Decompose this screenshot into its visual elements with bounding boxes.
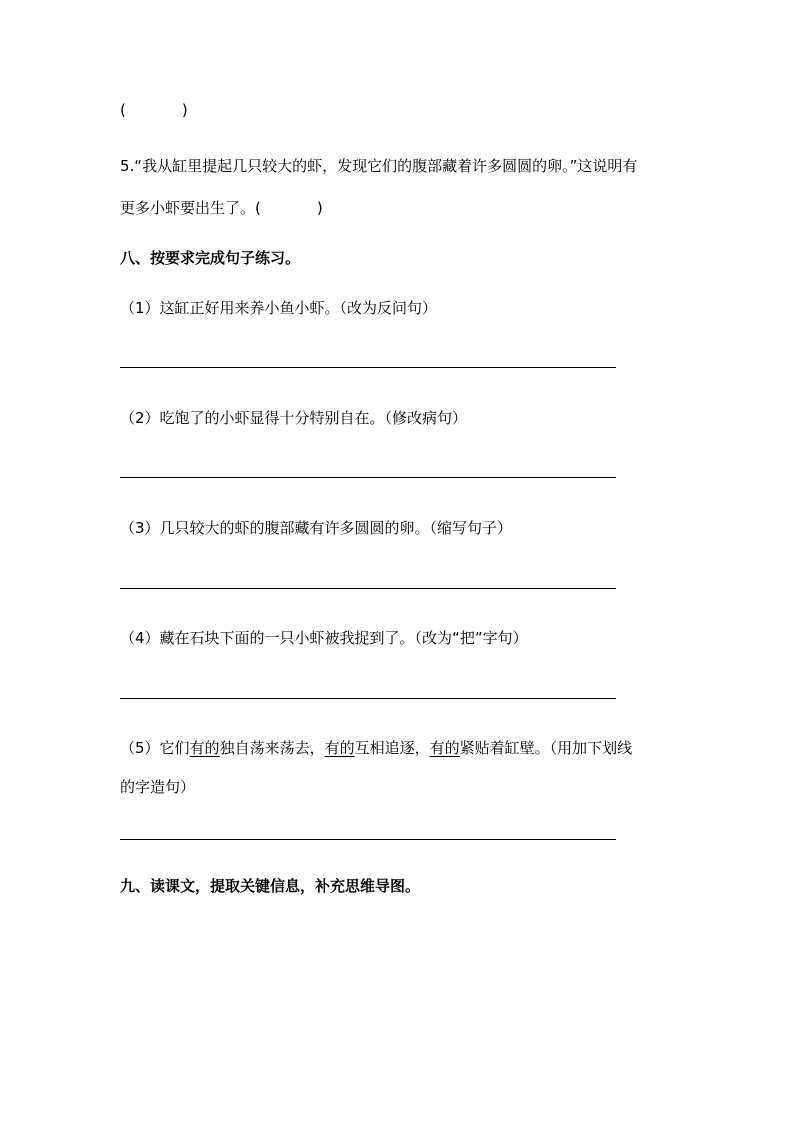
section-8-heading: 八、按要求完成句子练习。 bbox=[120, 249, 301, 267]
section-8-item-3-answer-line[interactable] bbox=[120, 588, 616, 589]
section-8-item-3: （3）几只较大的虾的腹部藏有许多圆圆的卵。（缩写句子） bbox=[120, 519, 513, 537]
section-9-heading: 九、读课文，提取关键信息，补充思维导图。 bbox=[120, 877, 421, 895]
section-8-item-1: （1）这缸正好用来养小鱼小虾。（改为反问句） bbox=[120, 299, 438, 317]
q5-line-1: 5.“我从缸里提起几只较大的虾，发现它们的腹部藏着许多圆圆的卵。”这说明有 bbox=[120, 157, 638, 175]
underlined-word-1: 有的 bbox=[189, 739, 220, 757]
section-8-item-1-answer-line[interactable] bbox=[120, 367, 616, 368]
q4-answer-parens: ( ) bbox=[120, 101, 188, 119]
section-8-item-5-line-1: （5）它们有的独自荡来荡去，有的互相追逐，有的紧贴着缸壁。（用加下划线 bbox=[120, 739, 633, 757]
underlined-word-3: 有的 bbox=[429, 739, 460, 757]
section-8-item-4-answer-line[interactable] bbox=[120, 698, 616, 699]
q5-line-2: 更多小虾要出生了。( ) bbox=[120, 199, 323, 217]
underlined-word-2: 有的 bbox=[324, 739, 355, 757]
section-8-item-5-line-2: 的字造句） bbox=[120, 778, 196, 796]
section-8-item-5-answer-line[interactable] bbox=[120, 839, 616, 840]
section-8-item-4: （4）藏在石块下面的一只小虾被我捉到了。（改为“把”字句） bbox=[120, 629, 528, 647]
section-8-item-2-answer-line[interactable] bbox=[120, 477, 616, 478]
section-8-item-2: （2）吃饱了的小虾显得十分特别自在。（修改病句） bbox=[120, 409, 468, 427]
